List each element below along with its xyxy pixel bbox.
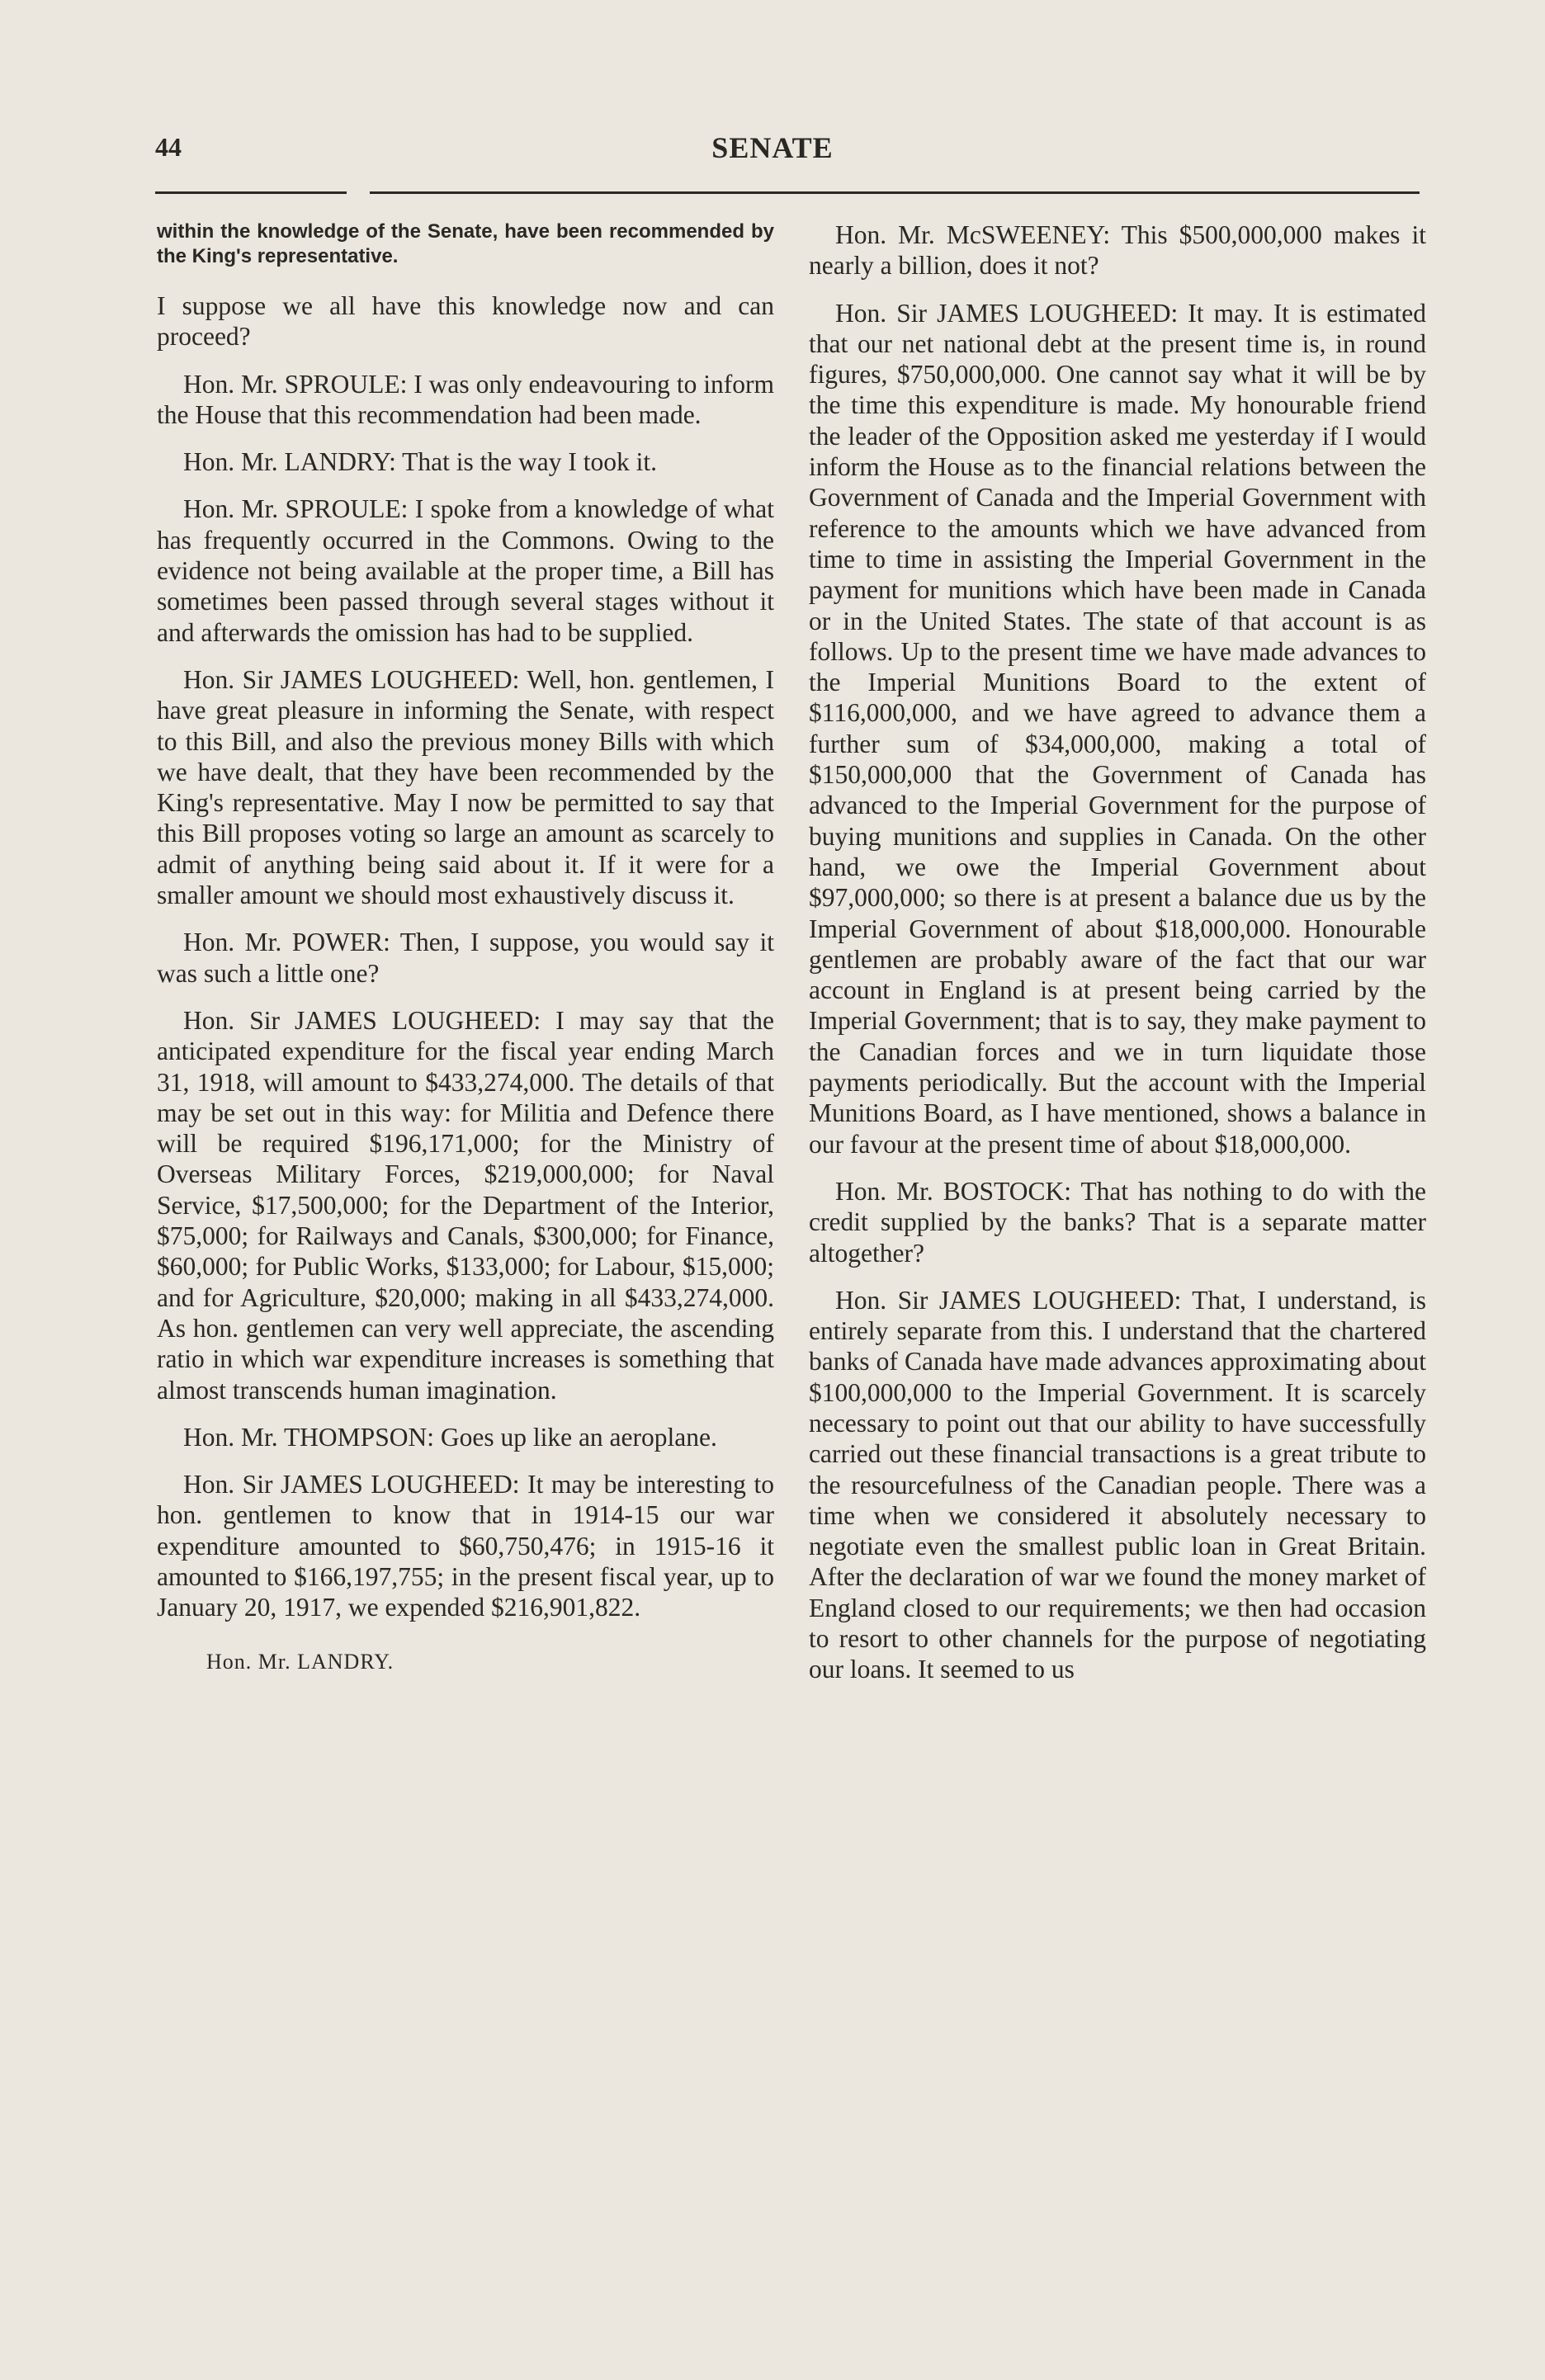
paragraph: Hon. Mr. SPROULE: I was only endeavouring to inform the House that this recommendation had been made. bbox=[157, 369, 774, 429]
right-column bbox=[809, 220, 1426, 1702]
paragraph: Hon. Sir JAMES LOUGHEED: It may. It is estimated that our net national debt at the present time is, in round figures, $750,000,000. One cannot say what it will be by the time this expenditure is made. My honourable friend the leader of the Opposition asked me yesterday if I would inform the House as to the financial relations between the Government of Canada and the Imperial Government with reference to the amounts which we have advanced from time to time in assisting the Imperial Government in the payment for munitions which have been made in Canada or in the United States. The state of that account is as follows. Up to the present time we have made advances to the Imperial Munitions Board to the extent of $116,000,000, and we have agreed to advance them a further sum of $34,000,000, making a total of $150,000,000 that the Government of Canada has advanced to the Imperial Government for the purpose of buying munitions and supplies in Canada. On the other hand, we owe the Imperial Government about $97,000,000; so there is at present a balance due us by the Imperial Government of about $18,000,000. Honourable gentlemen are probably aware of the fact that our war account in England is at present being carried by the Imperial Government; that is to say, they make payment to the Canadian forces and we in turn liquidate those payments periodically. But the account with the Imperial Munitions Board, as I have mentioned, shows a balance in our favour at the present time of about $18,000,000. bbox=[809, 298, 1426, 1159]
footer-note: Hon. Mr. LANDRY. bbox=[206, 1649, 395, 1674]
paragraph: Hon. Sir JAMES LOUGHEED: I may say that the anticipated expenditure for the fiscal year ending March 31, 1918, will amount to $433,274,000. The details of that may be set out in this way: for Militia and Defence there will be required $196,171,000; for the Ministry of Overseas Military Forces, $219,000,000; for Naval Service, $17,500,000; for the Department of the Interior, $75,000; for Railways and Canals, $300,000; for Finance, $60,000; for Public Works, $133,000; for Labour, $15,000; and for Agriculture, $20,000; making in all $433,274,000. As hon. gentlemen can very well appreciate, the ascending ratio in which war expenditure increases is something that almost transcends human imagination. bbox=[157, 1005, 774, 1405]
header-rule-left bbox=[155, 191, 347, 194]
paragraph: Hon. Sir JAMES LOUGHEED: That, I understand, is entirely separate from this. I understand that the chartered banks of Canada have made advances approximating about $100,000,000 to the Imperial Government. It is scarcely necessary to point out that our ability to have successfully carried out these financial transactions is a great tribute to the resourcefulness of the Canadian people. There was a time when we considered it absolutely necessary to negotiate even the smallest public loan in Great Britain. After the declaration of war we found the money market of England closed to our requirements; we then had occasion to resort to other channels for the purpose of negotiating our loans. It seemed to us bbox=[809, 1285, 1426, 1684]
continued-text: within the knowledge of the Senate, have been recommended by the King's representative. bbox=[157, 220, 774, 267]
paragraph: Hon. Sir JAMES LOUGHEED: It may be interesting to hon. gentlemen to know that in 1914-15 our war expenditure amounted to $60,750,476; in 1915-16 it amounted to $166,197,755; in the present fiscal year, up to January 20, 1917, we expended $216,901,822. bbox=[157, 1470, 774, 1622]
paragraph: Hon. Mr. POWER: Then, I suppose, you would say it was such a little one? bbox=[157, 928, 774, 988]
header-rule-right bbox=[370, 191, 1420, 194]
paragraph: Hon. Mr. BOSTOCK: That has nothing to do with the credit supplied by the banks? That is a separate matter altogether? bbox=[809, 1176, 1426, 1268]
page-number: 44 bbox=[155, 132, 182, 162]
paragraph: Hon. Mr. THOMPSON: Goes up like an aeroplane. bbox=[183, 1422, 717, 1452]
paragraph: Hon. Sir JAMES LOUGHEED: Well, hon. gentlemen, I have great pleasure in informing the Senate, with respect to this Bill, and also the previous money Bills with which we have dealt, that they have been recommended by the King's representative. May I now be permitted to say that this Bill proposes voting so large an amount as scarcely to admit of anything being said about it. If it were for a smaller amount we should most exhaustively discuss it. bbox=[157, 664, 774, 910]
left-column bbox=[157, 220, 774, 1693]
paragraph: Hon. Mr. SPROULE: I spoke from a knowledge of what has frequently occurred in the Commons. Owing to the evidence not being available at the proper time, a Bill has sometimes been passed through several stages without it and afterwards the omission has had to be supplied. bbox=[157, 494, 774, 647]
paragraph: I suppose we all have this knowledge now and can proceed? bbox=[157, 291, 774, 352]
paragraph: Hon. Mr. LANDRY: That is the way I took it. bbox=[183, 447, 657, 477]
running-head: SENATE bbox=[711, 131, 834, 164]
paragraph: Hon. Mr. McSWEENEY: This $500,000,000 makes it nearly a billion, does it not? bbox=[809, 220, 1426, 281]
